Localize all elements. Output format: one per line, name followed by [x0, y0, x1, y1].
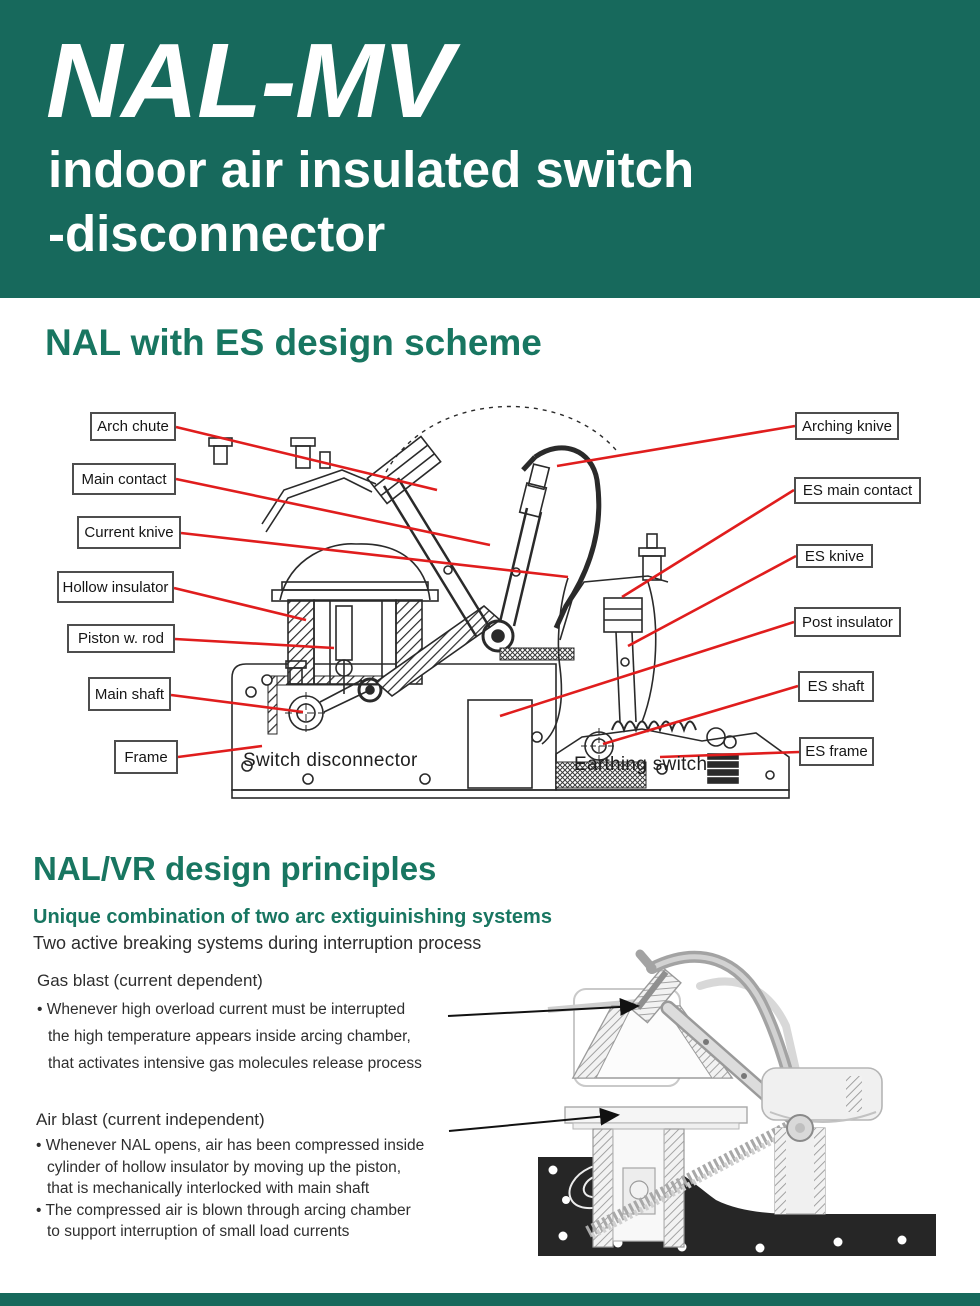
principles-intro: Two active breaking systems during interruption process — [33, 933, 482, 953]
air-blast-title: Air blast (current independent) — [36, 1110, 265, 1129]
label-piston-w-rod: Piston w. rod — [67, 624, 175, 653]
label-es-main-contact: ES main contact — [794, 477, 921, 504]
label-hollow-insulator: Hollow insulator — [57, 571, 174, 603]
scheme-section-heading: NAL with ES design scheme — [45, 322, 542, 363]
gas-blast-line: that activates intensive gas molecules release process — [48, 1055, 422, 1072]
principles-section-heading: NAL/VR design principles — [33, 850, 437, 887]
label-arching-knive: Arching knive — [795, 412, 899, 440]
label-post-insulator: Post insulator — [794, 607, 901, 637]
label-arch-chute: Arch chute — [90, 412, 176, 441]
principles-subheading: Unique combination of two arc extiguinishing systems — [33, 906, 552, 928]
air-blast-line: to support interruption of small load currents — [47, 1223, 350, 1240]
nal-vr-render — [538, 954, 936, 1256]
gas-blast-line: • Whenever high overload current must be interrupted — [37, 1001, 406, 1018]
earthing-switch-caption: Earthing switch — [574, 754, 708, 775]
air-blast-line: cylinder of hollow insulator by moving up the piston, — [47, 1158, 402, 1176]
gas-blast-line: the high temperature appears inside arcing chamber, — [48, 1028, 411, 1045]
air-blast-line: • Whenever NAL opens, air has been compressed inside — [36, 1137, 425, 1154]
label-current-knive: Current knive — [77, 516, 181, 549]
product-title: NAL-MV — [46, 22, 453, 140]
gas-blast-title: Gas blast (current dependent) — [37, 971, 263, 990]
air-blast-line: • The compressed air is blown through arcing chamber — [36, 1201, 411, 1219]
label-es-shaft: ES shaft — [798, 671, 874, 702]
product-subtitle-line1: indoor air insulated switch — [48, 141, 695, 198]
leader-lines — [171, 426, 799, 757]
switch-disconnector-drawing — [209, 406, 789, 798]
label-es-frame: ES frame — [799, 737, 874, 766]
label-frame: Frame — [114, 740, 178, 774]
label-main-shaft: Main shaft — [88, 677, 171, 711]
switch-disconnector-caption: Switch disconnector — [243, 750, 418, 771]
label-main-contact: Main contact — [72, 463, 176, 495]
air-blast-line: that is mechanically interlocked with main shaft — [47, 1180, 370, 1197]
label-es-knive: ES knive — [796, 544, 873, 568]
product-subtitle-line2: -disconnector — [48, 205, 386, 262]
